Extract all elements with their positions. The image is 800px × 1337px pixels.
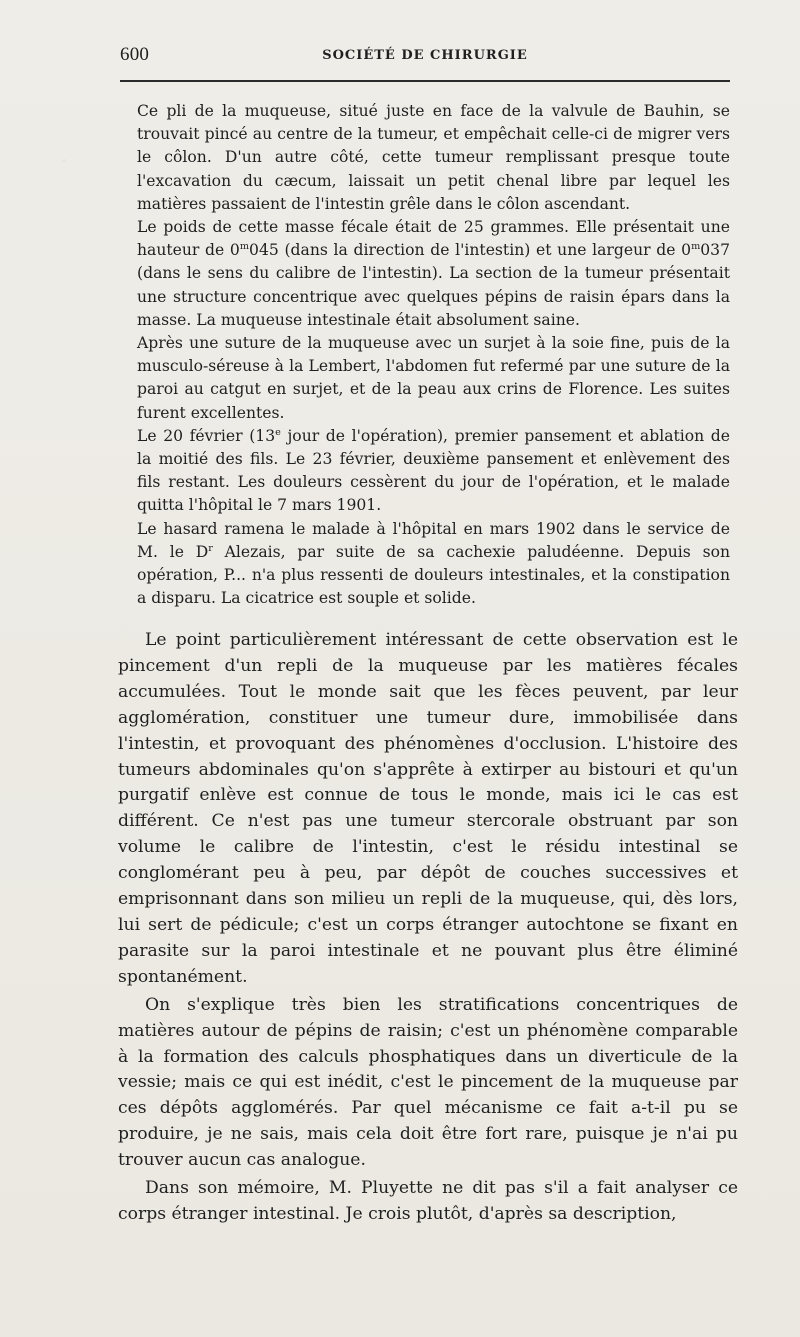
- header-rule: [120, 80, 730, 82]
- paragraph-small-5: [137, 518, 730, 611]
- running-head: SOCIÉTÉ DE CHIRURGIE: [322, 48, 528, 63]
- text-fragment: 045 (dans la direction de l'intestin) et une largeur de 0: [249, 241, 692, 260]
- paragraph-large-1: Le point particulièrement intéressant de cette observation est le pincement d'un repli de la muqueuse par les matières fécales accumulées. Tout le monde sait que les fèces peuvent, par leur agglomération, constituer une tumeur dure, immobilisée dans l'intestin, et provoquant des phénomènes d'occlusion. L'histoire des tumeurs abdominales qu'on s'apprête à extirper au bistouri et qu'un purgatif enlève est connue de tous le monde, mais ici le cas est différent. Ce n'est pas une tumeur stercorale obstruant par son volume le calibre de l'intestin, c'est le résidu intestinal se conglomérant peu à peu, par dépôt de couches successives et emprisonnant dans son milieu un repli de la muqueuse, qui, dès lors, lui sert de pédicule; c'est un corps étranger autochtone se fixant en parasite sur la paroi intestinale et ne pouvant plus être éliminé spontanément.: [118, 630, 738, 987]
- superscript-doctor: r: [208, 542, 213, 554]
- text-fragment: Le poids de cette masse fécale était de 25 grammes. Elle présentait une hauteur de 0: [137, 218, 730, 260]
- text-fragment: Alezais, par suite de sa cachexie paludéenne. Depuis son opération, P... n'a plus ressenti de douleurs intestinales, et la constipation a disparu. La cicatrice est souple et solide.: [137, 542, 731, 608]
- paragraph-small-4: [137, 425, 730, 518]
- text-fragment: Le hasard ramena le malade à l'hôpital en mars 1902 dans le service de M. le D: [137, 519, 730, 561]
- paragraph-small-2: [137, 216, 730, 332]
- text-fragment: jour de l'opération), premier pansement et ablation de la moitié des fils. Le 23 février, deuxième pansement et enlèvement des fils restant. Les douleurs cessèrent du jour de l'opération, et le malade quitta l'hôpital le 7 mars 1901.: [137, 426, 731, 515]
- superscript-ordinal: e: [275, 426, 281, 438]
- superscript-meter-2: m: [691, 241, 701, 253]
- paragraph-small-1: Ce pli de la muqueuse, situé juste en face de la valvule de Bauhin, se trouvait pincé au centre de la tumeur, et empêchait celle-ci de migrer vers le côlon. D'un autre côté, cette tumeur remplissant presque toute l'excavation du cæcum, laissait un petit chenal libre par lequel les matières passaient de l'intestin grêle dans le côlon ascendant.: [137, 102, 730, 213]
- page-number: 600: [120, 44, 150, 65]
- text-fragment: Le 20 février (13: [137, 426, 276, 445]
- text-fragment: 037 (dans le sens du calibre de l'intestin). La section de la tumeur présentait une structure concentrique avec quelques pépins de raisin épars dans la masse. La muqueuse intestinale était absolument saine.: [137, 241, 731, 329]
- paragraph-large-2: On s'explique très bien les stratifications concentriques de matières autour de pépins de raisin; c'est un phénomène comparable à la formation des calculs phosphatiques dans un diverticule de la vessie; mais ce qui est inédit, c'est le pincement de la muqueuse par ces dépôts agglomérés. Par quel mécanisme ce fait a-t-il pu se produire, je ne sais, mais cela doit être fort rare, puisque je n'ai pu trouver aucun cas analogue.: [118, 994, 738, 1171]
- superscript-meter-1: m: [239, 241, 250, 253]
- paragraph-small-3: Après une suture de la muqueuse avec un surjet à la soie fine, puis de la musculo-séreuse à la Lembert, l'abdomen fut refermé par une suture de la paroi au catgut en surjet, et de la peau aux crins de Florence. Les suites furent excellentes.: [137, 334, 730, 422]
- commentary-section: [118, 628, 738, 1228]
- paragraph-large-3: Dans son mémoire, M. Pluyette ne dit pas s'il a fait analyser ce corps étranger intestinal. Je crois plutôt, d'après sa description,: [118, 1178, 738, 1224]
- page-header: [120, 44, 730, 74]
- case-report-section: [137, 100, 730, 610]
